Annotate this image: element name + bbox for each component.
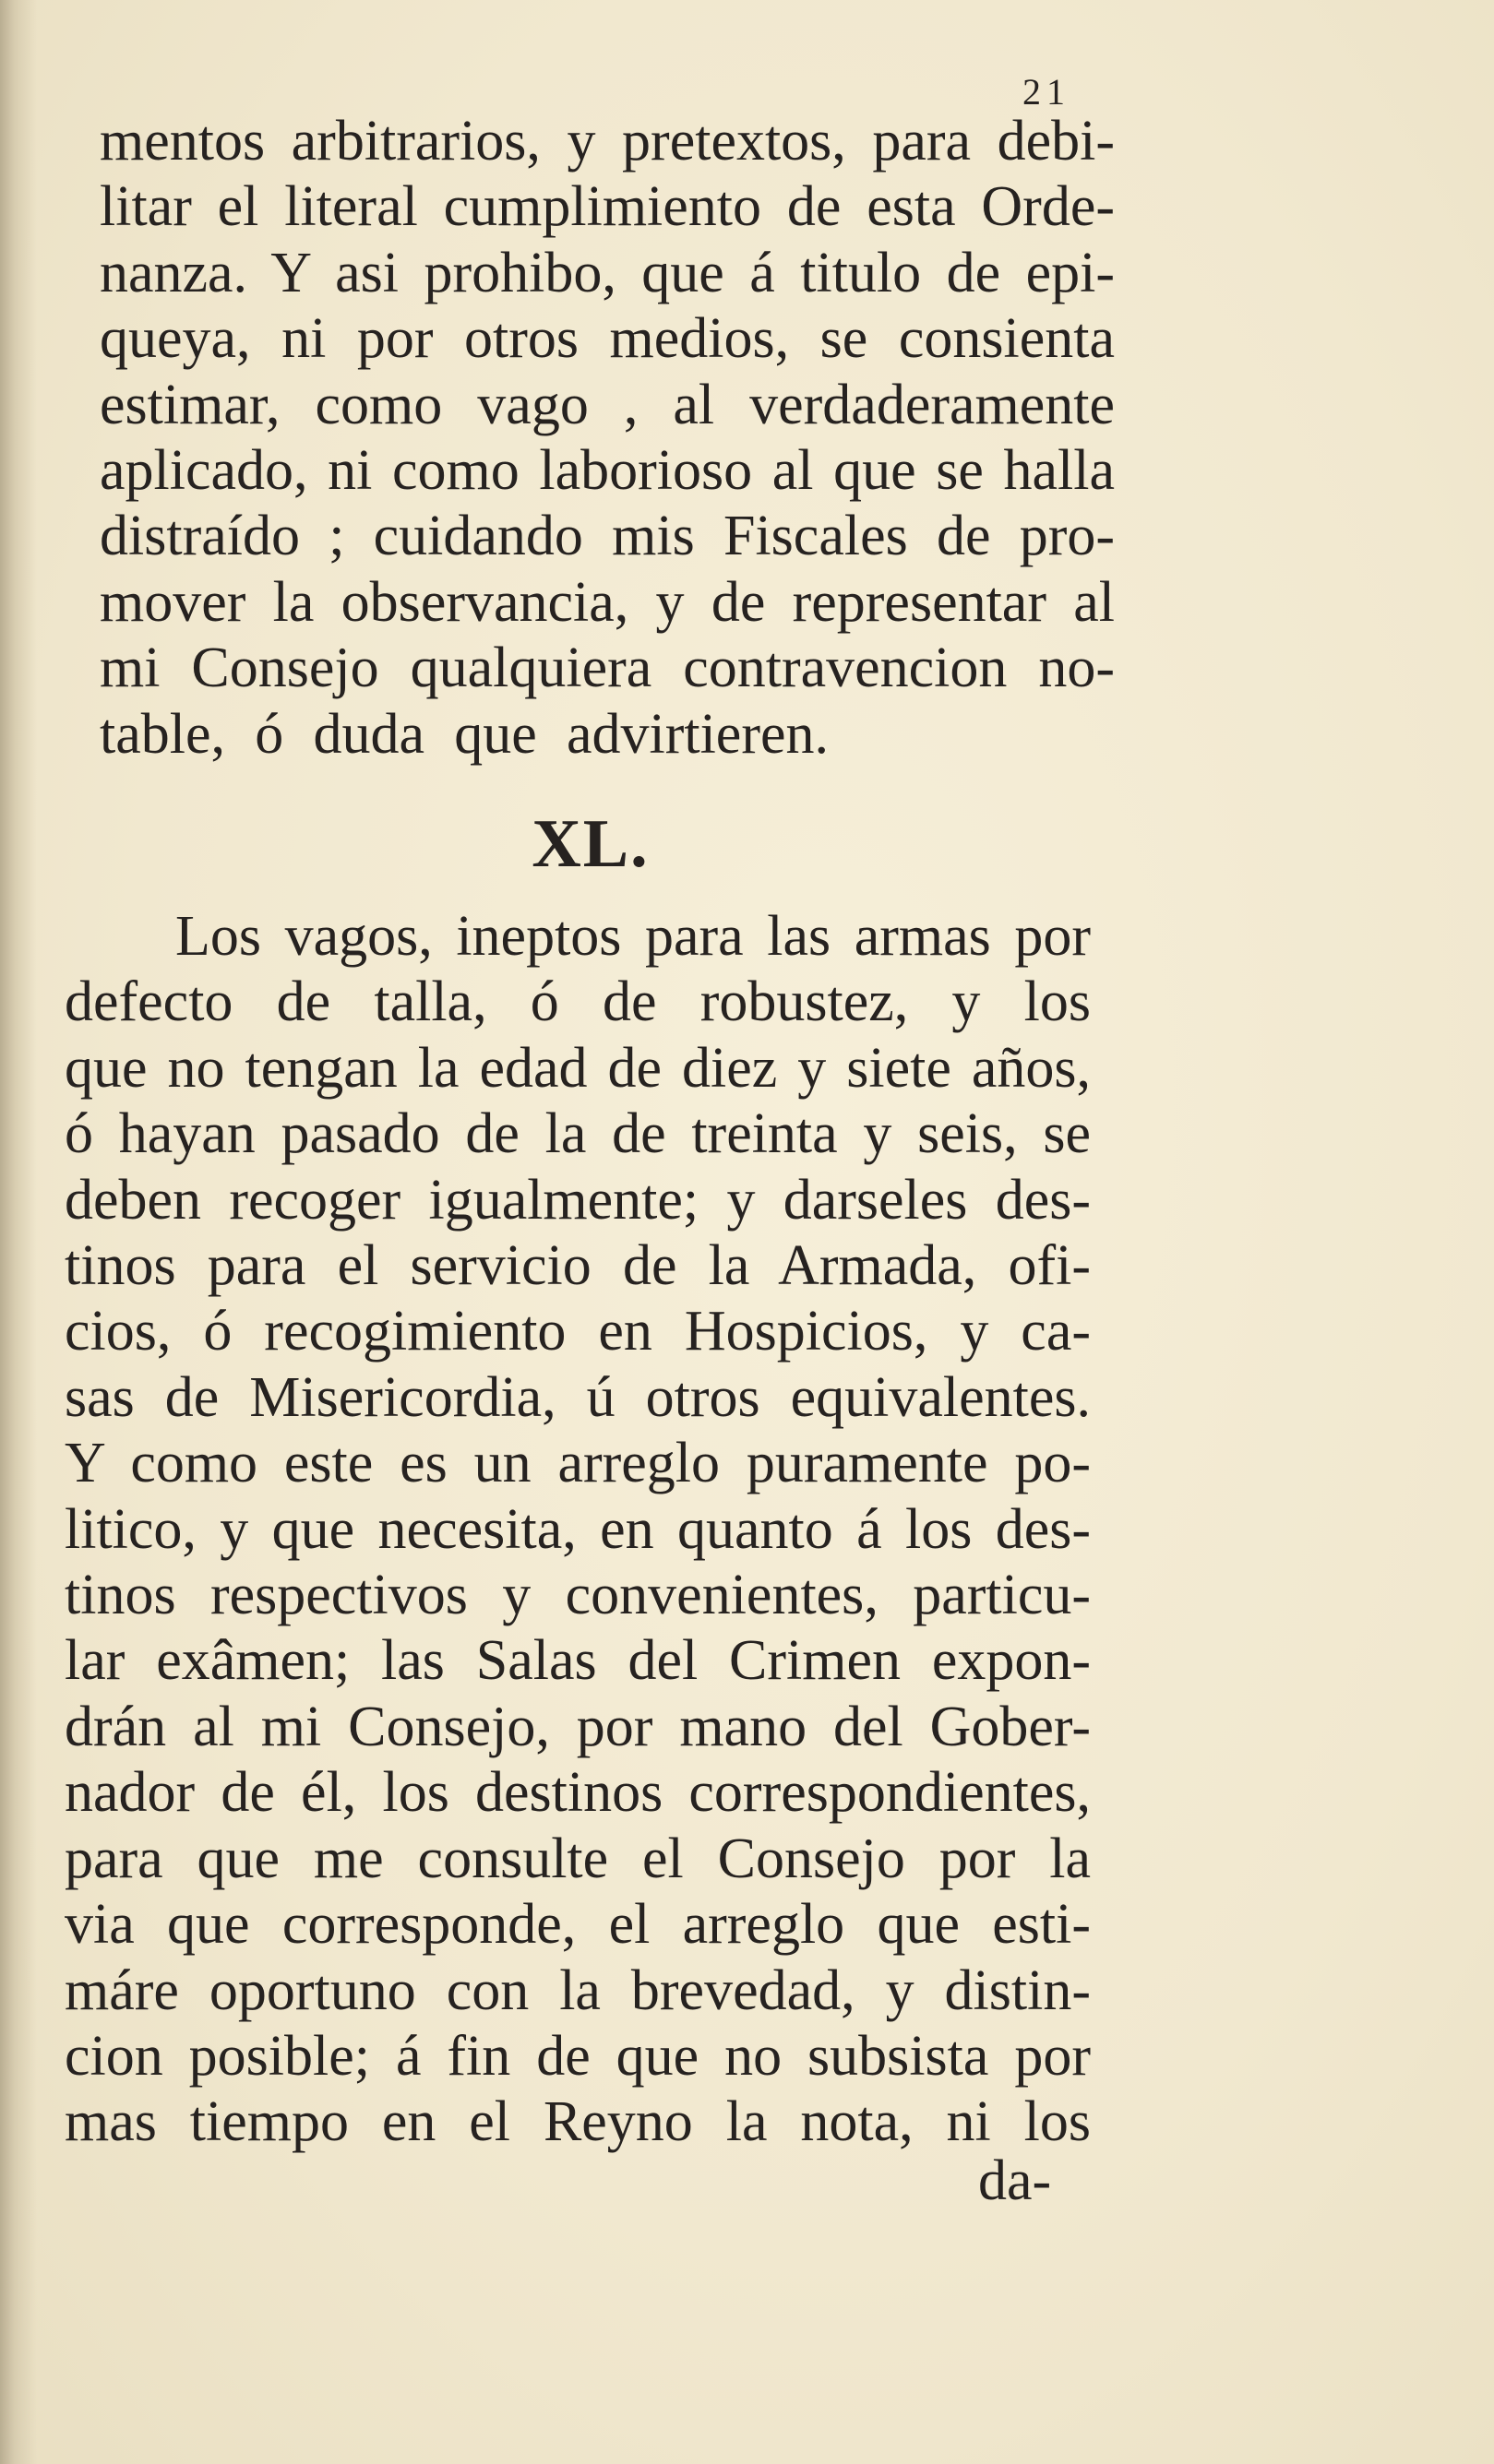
text-line: Los vagos, ineptos para las armas por [175, 905, 1091, 968]
paragraph-1 [100, 109, 1115, 768]
text-line: mi Consejo qualquiera contravencion no- [100, 637, 1115, 700]
text-line: aplicado, ni como laborioso al que se halla [100, 439, 1115, 503]
text-line: nador de él, los destinos correspondientes, [65, 1761, 1091, 1825]
text-line: defecto de talla, ó de robustez, y los [65, 970, 1091, 1034]
catchword: da- [978, 2149, 1052, 2212]
text-line: tinos respectivos y convenientes, particu- [65, 1564, 1091, 1627]
text-line: mover la observancia, y de representar al [100, 570, 1115, 634]
text-line: queya, ni por otros medios, se consienta [100, 307, 1115, 371]
text-line: estimar, como vago , al verdaderamente [100, 373, 1115, 436]
text-line: que no tengan la edad de diez y siete años, [65, 1036, 1091, 1100]
text-line: tinos para el servicio de la Armada, ofi- [65, 1234, 1091, 1298]
text-line: cios, ó recogimiento en Hospicios, y ca- [65, 1300, 1091, 1363]
text-line: sas de Misericordia, ú otros equivalentes. [65, 1365, 1091, 1429]
text-line: cion posible; á fin de que no subsista por [65, 2024, 1091, 2088]
section-heading: XL. [532, 806, 650, 882]
text-line: mentos arbitrarios, y pretextos, para debi- [100, 110, 1115, 173]
text-line: litico, y que necesita, en quanto á los des- [65, 1497, 1091, 1561]
binding-gutter-shadow [0, 0, 37, 2464]
text-line: via que corresponde, el arreglo que esti- [65, 1893, 1091, 1957]
text-line: drán al mi Consejo, por mano del Gober- [65, 1695, 1091, 1758]
text-line: ó hayan pasado de la de treinta y seis, se [65, 1102, 1091, 1166]
text-line: lar exâmen; las Salas del Crimen expon- [65, 1629, 1091, 1693]
text-line: nanza. Y asi prohibo, que á titulo de epi- [100, 241, 1115, 304]
text-line: mas tiempo en el Reyno la nota, ni los [65, 2090, 1091, 2154]
text-line: para que me consulte el Consejo por la [65, 1827, 1091, 1890]
paragraph-2 [65, 904, 1091, 2156]
text-line: Y como este es un arreglo puramente po- [65, 1432, 1091, 1495]
text-line: table, ó duda que advirtieren. [100, 702, 829, 766]
text-line: máre oportuno con la brevedad, y distin- [65, 1958, 1091, 2022]
text-line: distraído ; cuidando mis Fiscales de pro- [100, 505, 1115, 568]
page-number: 21 [1022, 71, 1070, 113]
text-line: litar el literal cumplimiento de esta Orde- [100, 175, 1115, 239]
text-line: deben recoger igualmente; y darseles des- [65, 1168, 1091, 1232]
